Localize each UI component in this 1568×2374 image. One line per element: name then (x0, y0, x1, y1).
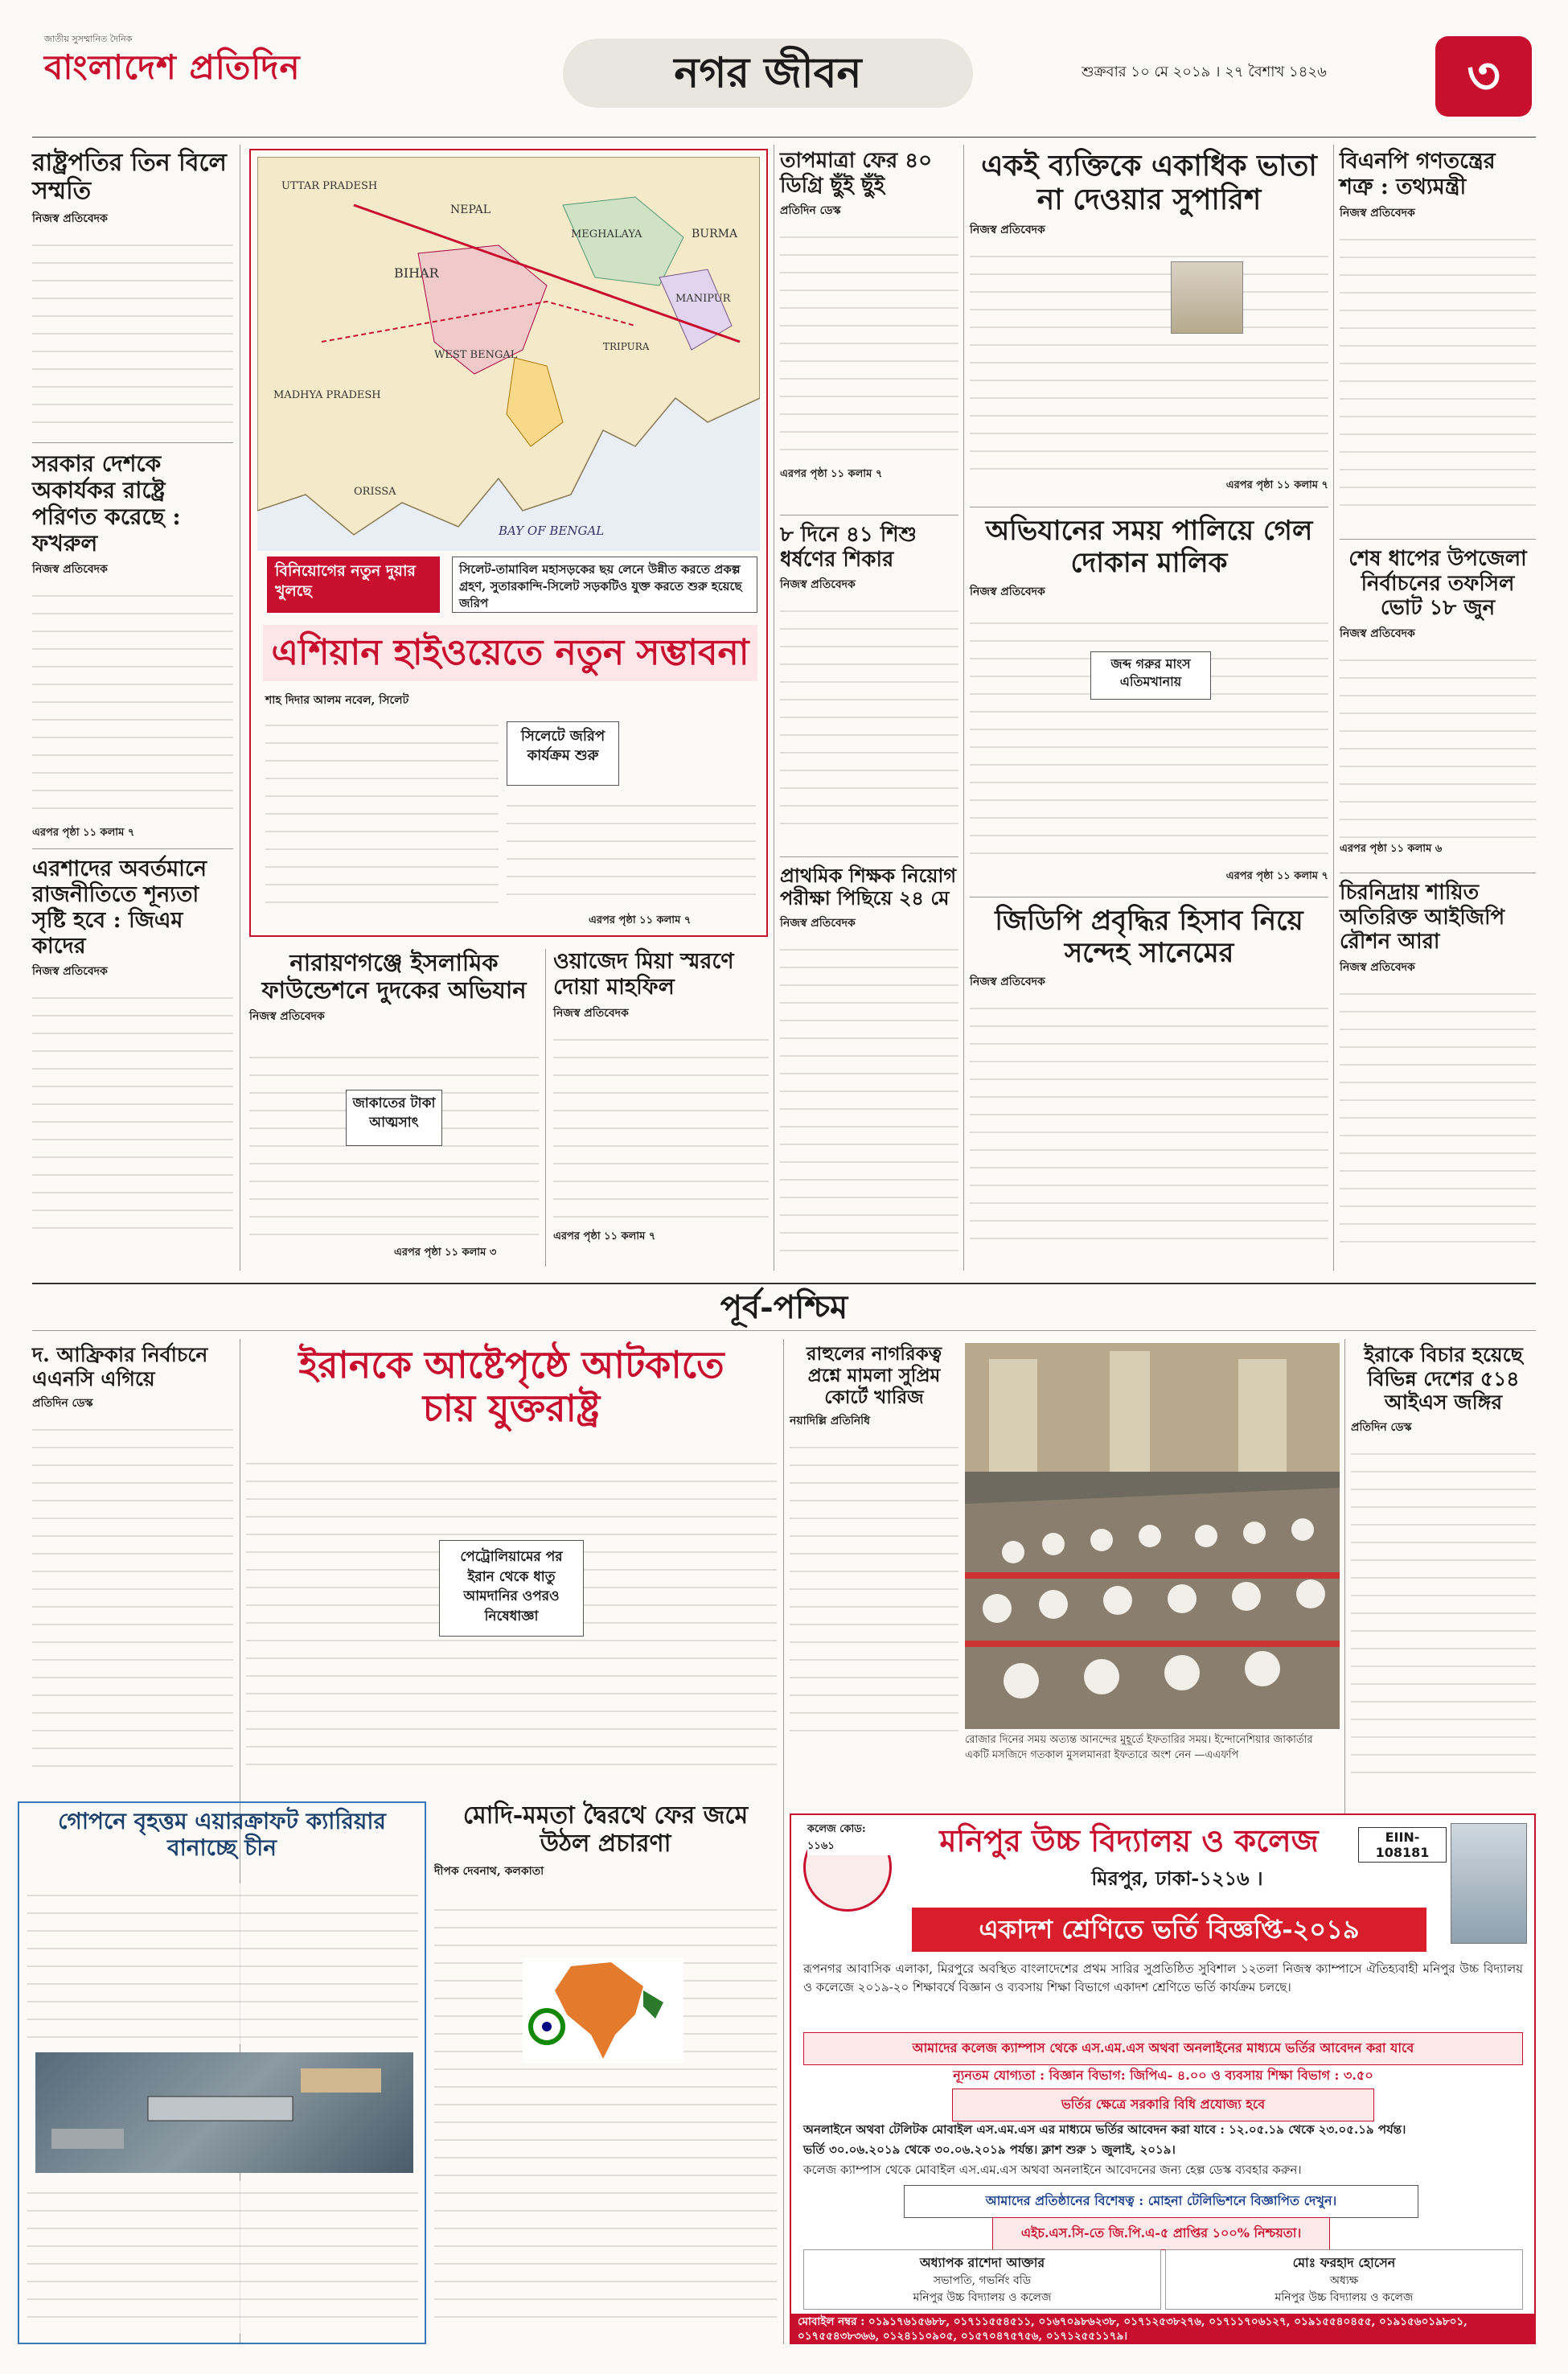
headline: অভিযানের সময় পালিয়ে গেল দোকান মালিক (985, 515, 1313, 580)
continued: এরপর পৃষ্ঠা ১১ কলাম ৭ (1225, 870, 1328, 882)
map-label: MANIPUR (675, 293, 731, 305)
headline: শেষ ধাপের উপজেলা নির্বাচনের তফসিল ভোট ১৮ জুন (1348, 547, 1527, 621)
rule (1340, 539, 1536, 540)
sig-role: অধ্যক্ষ (1329, 2274, 1359, 2287)
sig-role: সভাপতি, গভর্নিং বডি (933, 2274, 1032, 2287)
headline: প্রাথমিক শিক্ষক নিয়োগ পরীক্ষা পিছিয়ে ২৪ মে (780, 864, 957, 910)
highway-feature (249, 149, 768, 937)
continued: এরপর পৃষ্ঠা ১১ কলাম ৭ (32, 827, 135, 840)
logo (44, 32, 334, 105)
article-igp (1340, 881, 1536, 1267)
byline: নিজস্ব প্রতিবেদক (32, 563, 108, 577)
ad-line: অনলাইনে অথবা টেলিটক মোবাইল এস.এম.এস এর মাধ্যমে ভর্তির আবেদন করা যাবে : ১২.০৫.১৯ থেকে ২৩.০৫.১৯ পর্যন্ত। (803, 2122, 1406, 2137)
continued: এরপর পৃষ্ঠা ১১ কলাম ৭ (1225, 478, 1328, 491)
continued: এরপর পৃষ্ঠা ১১ কলাম ৬ (1340, 843, 1443, 856)
rule (32, 848, 233, 849)
col-rule (1344, 1339, 1345, 1813)
article-body (27, 1883, 418, 2044)
headline: ৮ দিনে ৪১ শিশু ধর্ষণের শিকার (780, 523, 917, 572)
article-gdp (970, 905, 1328, 1267)
logo-text: বাংলাদেশ প্রতিদিন (44, 47, 301, 87)
headline: ইরানকে আষ্টেপৃষ্ঠে আটকাতে চায় যুক্তরাষ্ট্র (298, 1343, 724, 1431)
india-map-graphic (523, 1958, 683, 2063)
ad-line: আমাদের প্রতিষ্ঠানের বিশেষত্ব : মোহনা টেলিভিশনে বিজ্ঞাপিত দেখুন। (904, 2185, 1418, 2218)
headline: এশিয়ান হাইওয়েতে নতুন সম্ভাবনা (271, 632, 749, 673)
col-rule (783, 1339, 784, 2344)
map-label: BAY OF BENGAL (499, 524, 605, 538)
article-body (32, 233, 233, 434)
college-name: মনিপুর উচ্চ বিদ্যালয় ও কলেজ (939, 1822, 1319, 1859)
continued: এরপর পৃষ্ঠা ১১ কলাম ৭ (589, 914, 692, 926)
college-building (1451, 1823, 1527, 1944)
headline: সরকার দেশকে অকার্যকর রাষ্ট্রে পরিণত করেছে : ফখরুল (32, 450, 181, 557)
iftar-photo (965, 1343, 1340, 1729)
sig-name: মোঃ ফরহাদ হোসেন (1292, 2255, 1396, 2270)
headline: এরশাদের অবর্তমানে রাজনীতিতে শূন্যতা সৃষ্টি হবে : জিএম কাদের (32, 856, 207, 959)
headline: তাপমাত্রা ফের ৪০ ডিগ্রি ছুঁই ছুঁই (780, 149, 933, 198)
college-eiin: EIIN-108181 (1358, 1827, 1447, 1863)
parliament-photo (1171, 261, 1243, 334)
rule (780, 856, 958, 857)
college-code: কলেজ কোড: ১১৬১ (807, 1822, 896, 1855)
article-upazila (1340, 547, 1536, 869)
article-body (553, 1028, 769, 1229)
col-rule (545, 949, 546, 1267)
admission-banner-text: একাদশ শ্রেণিতে ভর্তি বিজ্ঞপ্তি-২০১৯ (979, 1914, 1360, 1945)
article-body (32, 986, 233, 1243)
byline: নিজস্ব প্রতিবেদক (249, 1010, 325, 1024)
byline: নিজস্ব প্রতিবেদক (780, 578, 856, 592)
satellite-photo (35, 2052, 413, 2173)
article-body (970, 244, 1328, 478)
byline: নিজস্ব প্রতিবেদক (970, 223, 1045, 236)
article-body (970, 611, 1328, 860)
headline: ওয়াজেদ মিয়া স্মরণে দোয়া মাহফিল (553, 949, 734, 1000)
logo-tagline: জাতীয় সুসম্মানিত দৈনিক (44, 34, 133, 44)
inset-box: জাকাতের টাকা আত্মসাৎ (346, 1090, 442, 1146)
ad-mobile-numbers: মোবাইল নম্বর : ০১৯১৭৬১৫৬৮৮, ০১৭১১৫৫৪৫১১, ০১৬৭০৯৮৬২৩৮, ০১৭১২৫৩৮২৭৬, ০১৭১১৭০৬১২৭, ০১৯১৫৫৪০৪৫৫, ০১৯১৫৬০১৯৮০১, ০১৭৫৫৪৩৮৩৬৬, ০১২৪১১০৯০৫, ০১৫৭০৪৭৫৭৫৬, ০১৭১২৫৫১১৭৯। (791, 2314, 1534, 2343)
inset-box: সিলেটে জরিপ কার্যক্রম শুরু (507, 721, 619, 786)
article-body (1340, 982, 1536, 1255)
inset-box: জব্দ গরুর মাংস এতিমখানায় (1090, 651, 1211, 700)
article-iran-us (246, 1343, 777, 1793)
headline: বিএনপি গণতন্ত্রের শত্রু : তথ্যমন্ত্রী (1340, 149, 1496, 199)
article-body (27, 2181, 418, 2334)
article-president-bills (32, 149, 233, 438)
ad-line: ন্যূনতম যোগ্যতা : বিজ্ঞান বিভাগ: জিপিএ- ৪.০০ ও ব্যবসায় শিক্ষা বিভাগ : ৩.৫০ (953, 2068, 1373, 2083)
byline: নিজস্ব প্রতিবেদক (970, 585, 1045, 599)
article-body (970, 996, 1328, 1246)
section-title-text: নগর জীবন (674, 48, 862, 97)
article-south-africa (32, 1343, 233, 1793)
satellite-svg (35, 2052, 413, 2173)
article-ershad (32, 856, 233, 1267)
admission-banner (912, 1908, 1426, 1952)
masthead-rule (32, 137, 1536, 138)
page-number (1435, 36, 1532, 117)
ad-intro: রূপনগর আবাসিক এলাকা, মিরপুরে অবস্থিত বাংলাদেশের প্রথম সারির সুপ্রতিষ্ঠিত সুবিশাল ১২তলা নিজস্ব ক্যাম্পাসে ঐতিহ্যবাহী মনিপুর উচ্চ বিদ্যালয় ও কলেজে ২০১৯-২০ শিক্ষাবর্ষে বিজ্ঞান ও ব্যবসায় শিক্ষা বিভাগে একাদশ শ্রেণিতে ভর্তি কার্যক্রম চলছে। (803, 1961, 1523, 1995)
headline-wrap (263, 625, 757, 681)
headline: মোদি-মমতা দ্বৈরথে ফের জমে উঠল প্রচারণা (462, 1801, 749, 1859)
byline: দীপক দেবনাথ, কলকাতা (434, 1864, 544, 1878)
map-figure (257, 157, 760, 551)
article-body (1340, 228, 1536, 517)
map-label: WEST BENGAL (434, 349, 518, 361)
college-ad (790, 1813, 1536, 2344)
signature-2 (1165, 2249, 1523, 2310)
byline: প্রতিদিন ডেস্ক (780, 204, 841, 218)
article-body (265, 713, 499, 906)
article-wazed-mia (553, 949, 769, 1267)
article-shop-owner (970, 515, 1328, 893)
article-body (780, 599, 958, 840)
article-body (32, 584, 233, 825)
headline: জিডিপি প্রবৃদ্ধির হিসাব নিয়ে সন্দেহ সানেমের (995, 905, 1303, 970)
ad-line: ভর্তি ৩০.০৬.২০১৯ থেকে ৩০.০৬.২০১৯ পর্যন্ত। ক্লাশ শুরু ১ জুলাই, ২০১৯। (803, 2142, 1176, 2157)
byline: প্রতিদিন ডেস্ক (1351, 1420, 1412, 1434)
headline: দ. আফ্রিকার নির্বাচনে এএনসি এগিয়ে (32, 1343, 208, 1390)
map-label: BURMA (692, 228, 738, 240)
photo-caption: রোজার দিনের সময় অত্যন্ত আনন্দের মুহূর্তে ইফতারির সময়। ইন্দোনেশিয়ার জাকার্তার একটি মসজিদে গতকাল মুসলমানরা ইফতারে অংশ নেন —এএফপি (965, 1734, 1313, 1761)
article-islamic-foundation (249, 949, 539, 1267)
sig-org: মনিপুর উচ্চ বিদ্যালয় ও কলেজ (1275, 2291, 1414, 2304)
issue-date: শুক্রবার ১০ মে ২০১৯ । ২৭ বৈশাখ ১৪২৬ (1082, 64, 1327, 80)
continued: এরপর পৃষ্ঠা ১১ কলাম ৭ (553, 1230, 656, 1242)
byline: প্রতিদিন ডেস্ক (32, 1397, 93, 1410)
byline: নয়াদিল্লি প্রতিনিধি (790, 1415, 871, 1428)
inset-box: পেট্রোলিয়ামের পর ইরান থেকে ধাতু আমদানির ওপরও নিষেধাজ্ঞা (439, 1540, 584, 1637)
continued: এরপর পৃষ্ঠা ১১ কলাম ৭ (780, 468, 883, 481)
article-teacher-exam (780, 865, 958, 1267)
article-body (1340, 648, 1536, 841)
college-address: মিরপুর, ঢাকা-১২১৬ । (1091, 1867, 1263, 1890)
sig-org: মনিপুর উচ্চ বিদ্যালয় ও কলেজ (913, 2291, 1052, 2304)
byline: শাহ দিদার আলম নবেল, সিলেট (265, 694, 409, 707)
headline: নারায়ণগঞ্জে ইসলামিক ফাউন্ডেশনে দুদকের অভিযান (261, 949, 527, 1004)
article-body (507, 794, 756, 906)
article-china-carrier (18, 1801, 426, 2344)
article-child-abuse (780, 523, 958, 852)
article-fakhrul (32, 450, 233, 844)
masthead (0, 0, 1568, 161)
article-info-minister (1340, 149, 1536, 535)
col-rule (1333, 145, 1334, 1271)
ad-line: ভর্তির ক্ষেত্রে সরকারি বিধি প্রযোজ্য হবে (952, 2089, 1374, 2121)
byline: নিজস্ব প্রতিবেদক (553, 1006, 629, 1020)
map-label: MEGHALAYA (571, 228, 642, 240)
ad-line: কলেজ ক্যাম্পাস থেকে মোবাইল এস.এম.এস অথবা অনলাইনে আবেদনের জন্য হেল্প ডেস্ক ব্যবহার করুন। (803, 2162, 1302, 2177)
article-body (780, 225, 958, 466)
signature-1 (803, 2249, 1161, 2310)
byline: নিজস্ব প্রতিবেদক (780, 916, 856, 930)
map-label: ORISSA (354, 486, 396, 498)
rule (32, 442, 233, 443)
headline: গোপনে বৃহত্তম এয়ারক্রাফট ক্যারিয়ার বানাচ্ছে চীন (58, 1808, 386, 1862)
ad-line: এইচ.এস.সি-তে জি.পি.এ-৫ প্রাপ্তির ১০০% নিশ্চয়তা। (992, 2217, 1330, 2250)
sig-name: অধ্যাপক রাশেদা আক্তার (919, 2255, 1045, 2270)
map-label: TRIPURA (603, 341, 650, 352)
article-iraq-is (1351, 1343, 1536, 1809)
map-label: UTTAR PRADESH (281, 180, 378, 192)
byline: নিজস্ব প্রতিবেদক (1340, 206, 1415, 220)
article-body (1351, 1442, 1536, 1780)
headline: ইরাকে বিচার হয়েছে বিভিন্ন দেশের ৫১৪ আইএস জঙ্গির (1364, 1343, 1523, 1414)
headline: একই ব্যক্তিকে একাধিক ভাতা না দেওয়ার সুপারিশ (981, 149, 1317, 217)
map-svg (257, 157, 760, 551)
byline: নিজস্ব প্রতিবেদক (1340, 961, 1415, 975)
map-callout-left: বিনিয়োগের নতুন দুয়ার খুলছে (267, 557, 440, 613)
col-rule (963, 145, 964, 1271)
india-svg (523, 1958, 683, 2063)
article-body (780, 938, 958, 1251)
byline: নিজস্ব প্রতিবেদক (32, 965, 108, 979)
headline: রাষ্ট্রপতির তিন বিলে সম্মতি (32, 149, 227, 206)
continued: এরপর পৃষ্ঠা ১১ কলাম ৩ (394, 1247, 497, 1259)
map-label: BIHAR (394, 265, 439, 281)
article-modi-mamata (434, 1801, 777, 2344)
headline: চিরনিদ্রায় শায়িত অতিরিক্ত আইজিপি রৌশন আরা (1340, 881, 1505, 955)
map-callout-right: সিলেট-তামাবিল মহাসড়কের ছয় লেনে উন্নীত করতে প্রকল্প গ্রহণ, সুতারকান্দি-সিলেট সড়কটিও যুক্ত করতে শুরু হয়েছে জরিপ (452, 557, 757, 613)
article-body (790, 1435, 958, 1741)
section-title (563, 39, 973, 108)
headline: রাহুলের নাগরিকত্ব প্রশ্নে মামলা সুপ্রিম কোর্টে খারিজ (806, 1343, 942, 1409)
map-label: MADHYA PRADESH (273, 389, 381, 401)
photo-svg (965, 1343, 1340, 1729)
article-body (32, 1418, 233, 1772)
article-temperature (780, 149, 958, 511)
map-label: NEPAL (450, 203, 491, 216)
byline: নিজস্ব প্রতিবেদক (970, 975, 1045, 989)
article-rahul (790, 1343, 958, 1769)
byline: নিজস্ব প্রতিবেদক (1340, 627, 1415, 641)
page-number-text: ৩ (1467, 46, 1500, 106)
section-title-2: পূর্ব-পশ্চিম (720, 1288, 848, 1326)
ad-line: আমাদের কলেজ ক্যাম্পাস থেকে এস.এম.এস অথবা অনলাইনের মাধ্যমে ভর্তির আবেদন করা যাবে (803, 2032, 1523, 2065)
byline: নিজস্ব প্রতিবেদক (32, 212, 108, 225)
article-allowance (970, 149, 1328, 503)
section-divider (32, 1283, 1536, 1331)
